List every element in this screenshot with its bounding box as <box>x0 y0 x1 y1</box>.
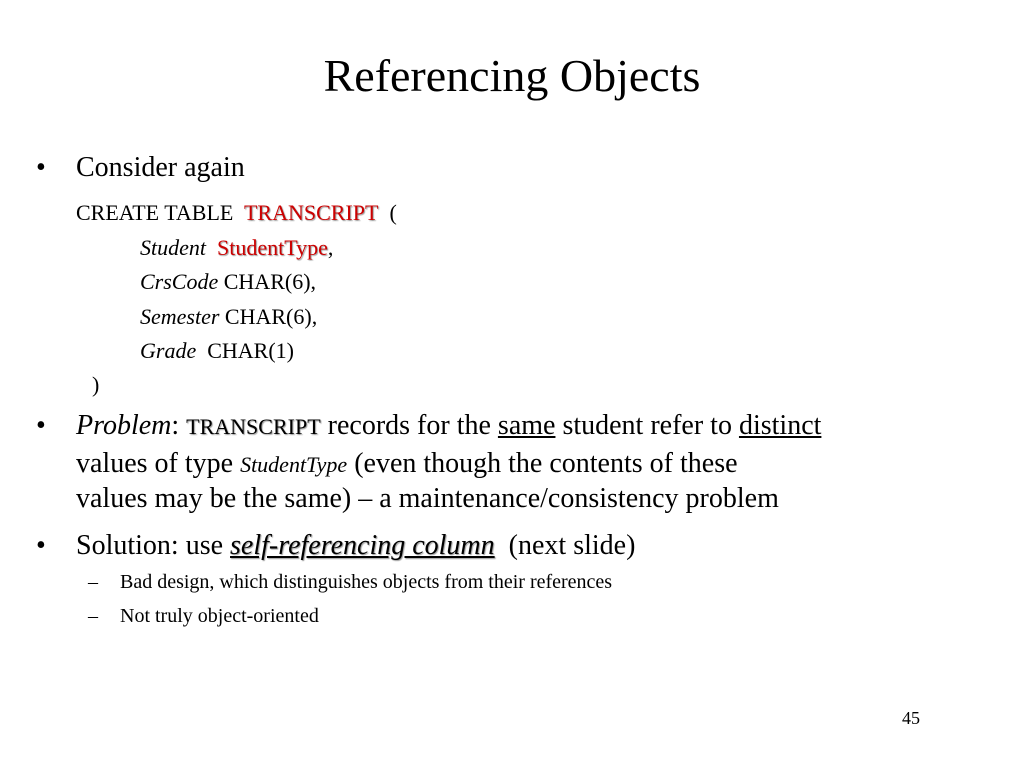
sub-bullet-marker: – <box>88 571 98 593</box>
slide-title: Referencing Objects <box>323 50 701 101</box>
bullet-problem-line3: values may be the same) – a maintenance/consistency problem <box>76 483 779 514</box>
bullet-marker: • <box>36 152 46 183</box>
code-line-semester <box>140 304 317 330</box>
code-type-crscode: CHAR(6), <box>223 269 317 294</box>
code-close-paren: ) <box>92 372 100 397</box>
problem-colon: : <box>171 410 180 441</box>
bullet-problem-line1 <box>76 410 821 443</box>
bullet-consider-again: Consider again <box>76 152 245 183</box>
bullet-problem-line2 <box>76 448 738 481</box>
code-type-grade: CHAR(1) <box>207 338 294 363</box>
page-number: 45 <box>902 708 920 728</box>
code-column-crscode: CrsCode <box>140 269 219 294</box>
code-create-table-keyword: CREATE TABLE <box>76 200 234 225</box>
solution-colon: : <box>170 530 179 561</box>
code-line-create-table <box>76 200 397 226</box>
code-type-semester: CHAR(6), <box>224 304 318 329</box>
code-line-grade <box>140 338 294 364</box>
problem-line2-a: values of type <box>76 448 234 479</box>
problem-distinct: distinct <box>738 410 822 441</box>
code-type-studenttype: StudentType <box>217 235 328 260</box>
problem-line2-b: (even though the contents of these <box>354 448 738 479</box>
problem-table-name: TRANSCRIPT <box>186 414 321 439</box>
problem-studenttype: StudentType <box>240 452 348 477</box>
code-column-semester: Semester <box>140 304 220 329</box>
solution-use: use <box>185 530 224 561</box>
sub-bullet-bad-design: Bad design, which distinguishes objects from their references <box>120 571 613 593</box>
solution-next-slide: (next slide) <box>508 530 636 561</box>
problem-text-a: records for the <box>327 410 491 441</box>
solution-self-referencing-column: self-referencing column <box>230 530 495 561</box>
problem-label: Problem <box>76 410 172 441</box>
sub-bullet-marker: – <box>88 605 98 627</box>
code-comma: , <box>327 235 334 260</box>
problem-text-b: student refer to <box>562 410 732 441</box>
bullet-marker: • <box>36 530 46 561</box>
code-line-crscode <box>140 269 316 295</box>
code-line-student <box>140 235 333 261</box>
solution-label: Solution <box>76 530 171 561</box>
code-table-name: TRANSCRIPT <box>243 200 379 225</box>
problem-same: same <box>497 410 556 441</box>
bullet-marker: • <box>36 410 46 441</box>
code-open-paren: ( <box>389 200 397 225</box>
bullet-solution <box>76 530 635 562</box>
code-column-grade: Grade <box>140 338 197 363</box>
sub-bullet-not-object-oriented: Not truly object-oriented <box>120 605 319 627</box>
code-column-student: Student <box>140 235 206 260</box>
